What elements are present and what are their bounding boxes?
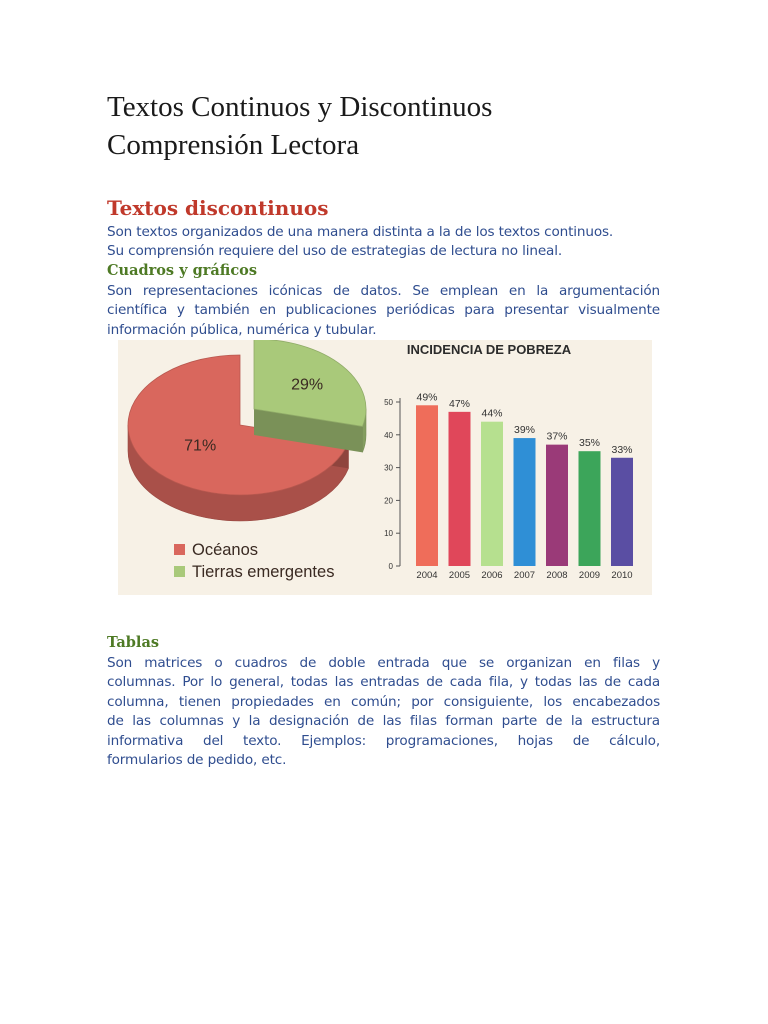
cuadros-line: científica y también en publicaciones periódicas para presentar visualmente [107, 302, 660, 319]
bar [514, 438, 536, 566]
legend-swatch [174, 566, 185, 577]
y-tick-label: 0 [388, 562, 393, 571]
tablas-line: columnas. Por lo general, todas las entradas de cada fila, y todas las de cada [107, 674, 660, 691]
charts-figure [118, 340, 652, 595]
tablas-line: Son matrices o cuadros de doble entrada que se organizan en filas y [107, 655, 660, 671]
bar [449, 412, 471, 566]
page-title-line-1: Textos Continuos y Discontinuos [107, 91, 493, 123]
x-tick-label: 2007 [513, 570, 536, 581]
intro-line: Su comprensión requiere del uso de estrategias de lectura no lineal. [107, 243, 563, 260]
charts-svg [118, 340, 652, 595]
bar-value-label: 39% [513, 424, 536, 437]
x-tick-label: 2008 [546, 570, 568, 581]
bar [611, 458, 633, 566]
bar [546, 445, 568, 566]
x-tick-label: 2006 [481, 570, 503, 581]
x-tick-label: 2010 [611, 570, 633, 581]
pie-slice-label: 29% [291, 376, 324, 394]
section-heading: Textos discontinuos [107, 196, 329, 220]
tablas-line: formularios de pedido, etc. [107, 752, 287, 769]
pie-slice-label: 71% [184, 437, 217, 455]
bar-value-label: 47% [448, 397, 471, 410]
y-tick-label: 20 [384, 496, 393, 506]
y-tick-label: 10 [384, 529, 393, 539]
x-tick-label: 2004 [416, 570, 438, 581]
bar-value-label: 33% [611, 443, 633, 456]
y-tick-label: 40 [384, 430, 393, 440]
cuadros-line: información pública, numérica y tubular. [107, 321, 377, 338]
bar-value-label: 49% [416, 391, 438, 404]
subheading-cuadros: Cuadros y gráficos [107, 262, 257, 279]
page-title-line-2: Comprensión Lectora [107, 129, 360, 161]
tablas-line: de las columnas y la designación de las filas forman parte de la estructura [107, 713, 660, 730]
intro-line: Son textos organizados de una manera distinta a la de los textos continuos. [107, 224, 614, 240]
bar-value-label: 37% [546, 430, 568, 443]
x-tick-label: 2005 [448, 570, 471, 581]
cuadros-line: Son representaciones icónicas de datos. Se emplean en la argumentación [107, 283, 660, 299]
tablas-line: columna, tienen propiedades en común; por consiguiente, los encabezados [107, 693, 660, 710]
tablas-paragraph [107, 654, 660, 770]
bar [481, 422, 503, 566]
legend-label: Océanos [192, 541, 259, 559]
legend-label: Tierras emergentes [192, 563, 335, 581]
subheading-tablas: Tablas [107, 634, 160, 651]
bar-value-label: 35% [578, 437, 601, 450]
x-tick-label: 2009 [578, 570, 601, 581]
bar [579, 451, 601, 566]
y-tick-label: 50 [384, 398, 393, 407]
y-tick-label: 30 [384, 463, 393, 473]
bar-value-label: 44% [481, 407, 503, 420]
cuadros-paragraph [107, 282, 660, 340]
bar [416, 405, 438, 566]
bar-chart-title: INCIDENCIA DE POBREZA [406, 342, 572, 357]
legend-swatch [174, 544, 185, 555]
intro-paragraph [107, 223, 660, 262]
tablas-line: informativa del texto. Ejemplos: programaciones, hojas de cálculo, [107, 732, 660, 749]
